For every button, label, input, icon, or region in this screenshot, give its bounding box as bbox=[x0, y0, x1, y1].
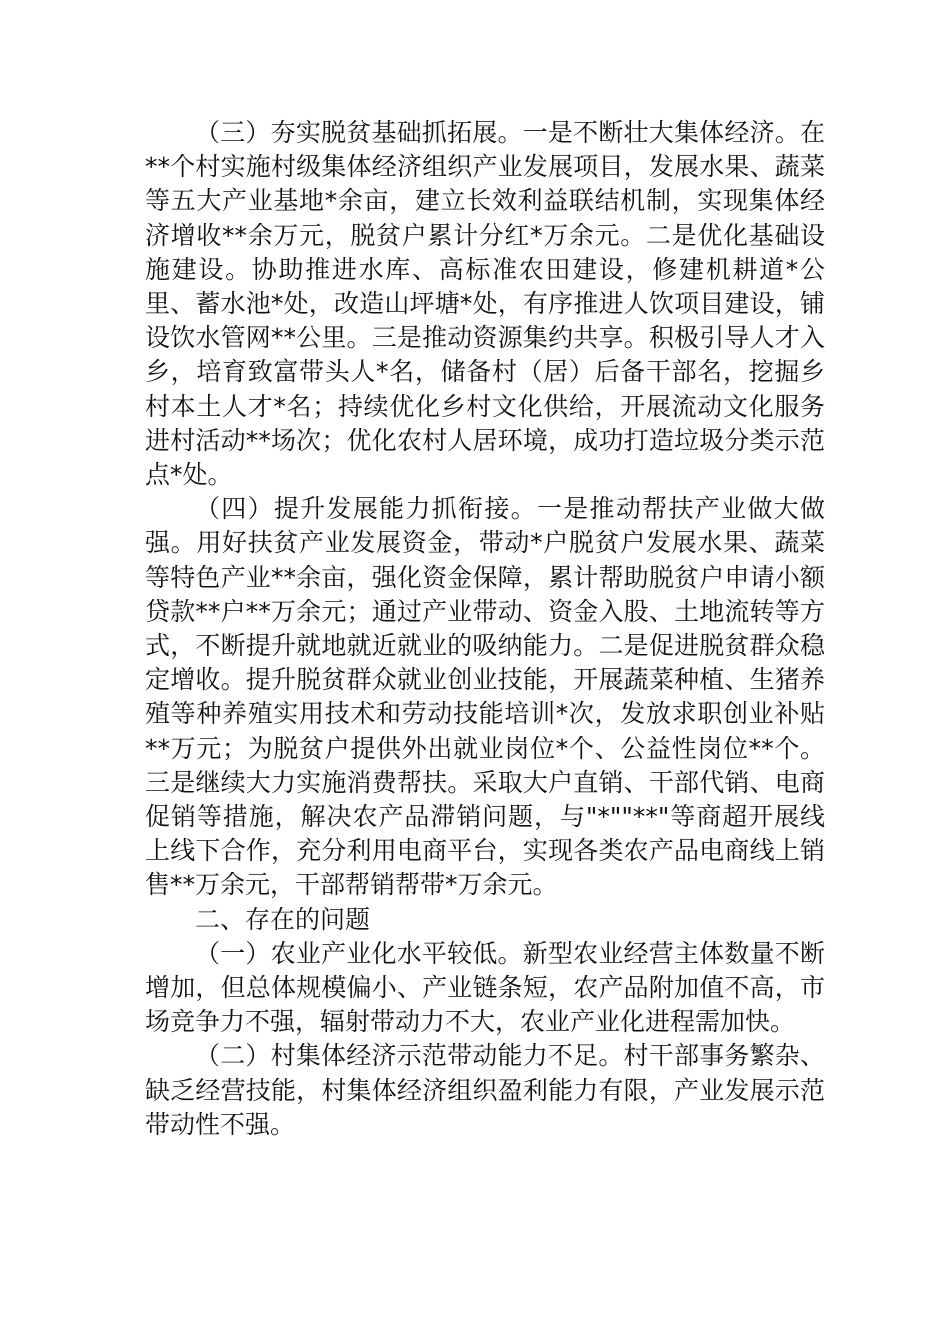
document-body bbox=[145, 116, 825, 1142]
paragraph-consolidate-foundation: （三）夯实脱贫基础抓拓展。一是不断壮大集体经济。在**个村实施村级集体经济组织产业发展项目，发展水果、蔬菜等五大产业基地*余亩，建立长效利益联结机制，实现集体经济增收**余万元，脱贫户累计分红*万余元。二是优化基础设施建设。协助推进水库、高标准农田建设，修建机耕道*公里、蓄水池*处，改造山坪塘*处，有序推进人饮项目建设，铺设饮水管网**公里。三是推动资源集约共享。积极引导人才入乡，培育致富带头人*名，储备村（居）后备干部名，挖掘乡村本土人才*名；持续优化乡村文化供给，开展流动文化服务进村活动**场次；优化农村人居环境，成功打造垃圾分类示范点*处。 bbox=[145, 118, 825, 490]
paragraph-improve-capacity: （四）提升发展能力抓衔接。一是推动帮扶产业做大做强。用好扶贫产业发展资金，带动*户脱贫户发展水果、蔬菜等特色产业**余亩，强化资金保障，累计帮助脱贫户申请小额贷款**户**万余元；通过产业带动、资金入股、土地流转等方式，不断提升就地就近就业的吸纳能力。二是促进脱贫群众稳定增收。提升脱贫群众就业创业技能，开展蔬菜种植、生猪养殖等种养殖实用技术和劳动技能培训*次，发放求职创业补贴**万元；为脱贫户提供外出就业岗位*个、公益性岗位**个。三是继续大力实施消费帮扶。采取大户直销、干部代销、电商促销等措施，解决农产品滞销问题，与"*""**"等商超开展线上线下合作，充分利用电商平台，实现各类农产品电商线上销售**万余元，干部帮销帮带*万余元。 bbox=[145, 494, 825, 900]
section-heading-problems: 二、存在的问题 bbox=[195, 904, 371, 934]
paragraph-problem-industrialization: （一）农业产业化水平较低。新型农业经营主体数量不断增加，但总体规模偏小、产业链条短，农产品附加值不高，市场竞争力不强，辐射带动力不大，农业产业化进程需加快。 bbox=[145, 938, 825, 1037]
paragraph-problem-collective-economy: （二）村集体经济示范带动能力不足。村干部事务繁杂、缺乏经营技能，村集体经济组织盈利能力有限，产业发展示范带动性不强。 bbox=[145, 1041, 825, 1139]
